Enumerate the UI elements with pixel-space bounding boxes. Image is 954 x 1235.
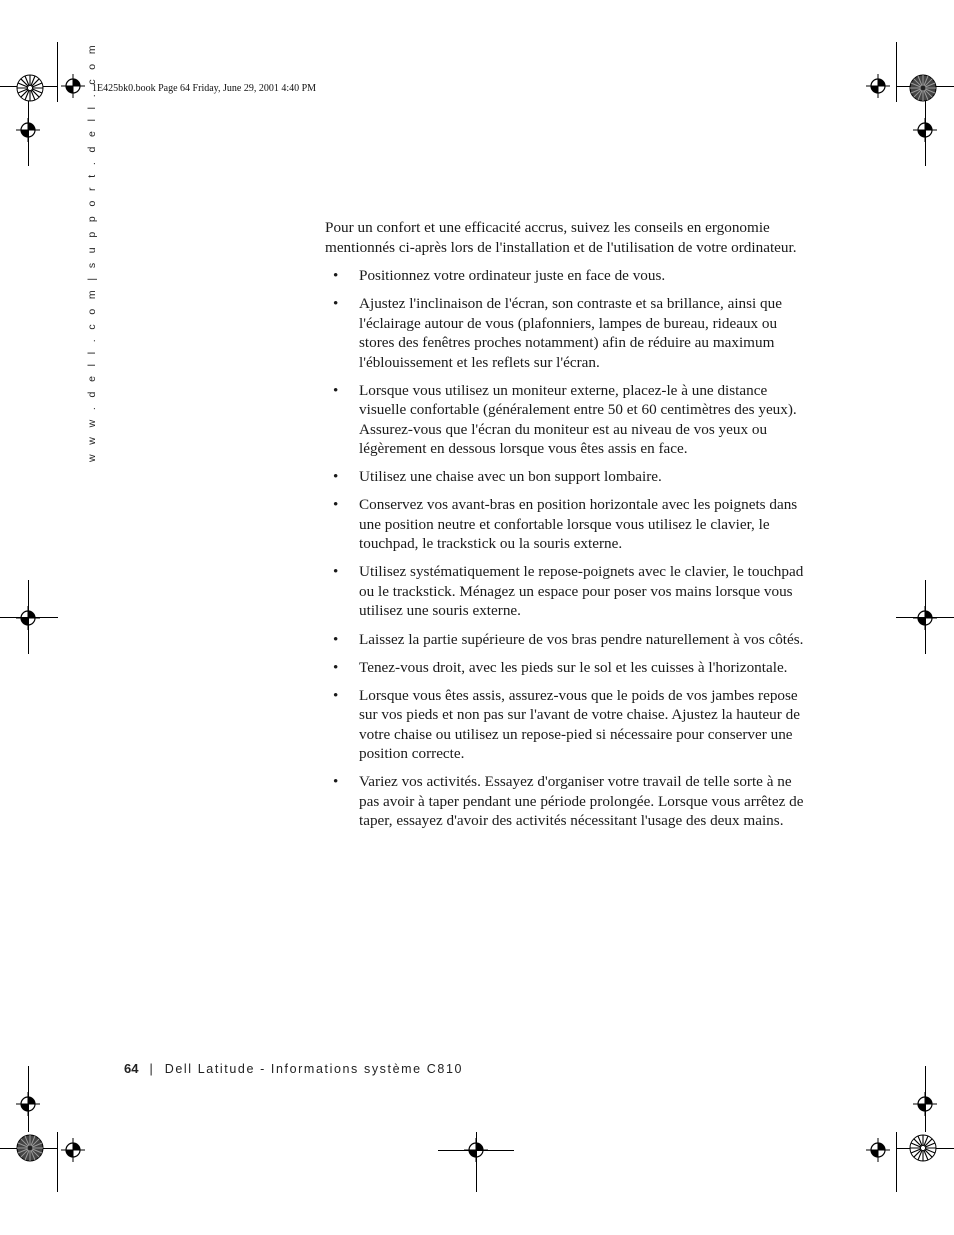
tip-text: Utilisez une chaise avec un bon support lombaire.: [359, 468, 662, 486]
color-rosette-icon: [16, 74, 44, 102]
main-content: [325, 218, 815, 839]
color-rosette-icon: [909, 1134, 937, 1162]
bullet-icon: •: [333, 630, 339, 648]
bullet-icon: •: [333, 658, 339, 676]
list-item: [325, 772, 815, 831]
registration-mark-icon: [61, 74, 85, 98]
document-title: Dell Latitude - Informations système C810: [164, 1062, 464, 1076]
bullet-icon: •: [333, 773, 339, 791]
sidebar-url-text: w w w . d e l l . c o m | s u p p o r t . d e l l . c o m: [86, 41, 98, 462]
list-item: [325, 294, 815, 372]
list-item: [325, 381, 815, 459]
list-item: [325, 562, 815, 621]
registration-mark-icon: [913, 606, 937, 630]
color-rosette-icon: [16, 1134, 44, 1162]
tip-text: Variez vos activités. Essayez d'organiser votre travail de telle sorte à ne pas avoir à taper pendant une période prolongée. Lorsque vous arrêtez de taper, essayez d'avoir des activités nécessitant l'usage des deux mains.: [359, 773, 804, 830]
crop-line-top-right: [896, 42, 897, 102]
bullet-icon: •: [333, 563, 339, 581]
page-number: 64: [124, 1061, 139, 1076]
crop-line-bottom-left: [57, 1132, 58, 1192]
color-rosette-icon: [909, 74, 937, 102]
bullet-icon: •: [333, 267, 339, 284]
registration-mark-icon: [16, 1092, 40, 1116]
list-item: [325, 630, 815, 650]
ergonomic-tips-list: [325, 266, 815, 831]
bullet-icon: •: [333, 295, 339, 313]
bullet-icon: •: [333, 381, 339, 399]
bullet-icon: •: [333, 496, 339, 514]
registration-mark-icon: [16, 118, 40, 142]
tip-text: Tenez-vous droit, avec les pieds sur le sol et les cuisses à l'horizontale.: [359, 658, 788, 676]
tip-text: Lorsque vous êtes assis, assurez-vous que le poids de vos jambes repose sur vos pieds et non pas sur l'avant de votre chaise. Ajustez la hauteur de votre chaise ou utilisez un repose-pied si nécessaire pour conserver une position correcte.: [359, 686, 800, 763]
tip-text: Ajustez l'inclinaison de l'écran, son contraste et sa brillance, ainsi que l'éclairage autour de vous (plafonniers, lampes de bureau, rideaux ou stores des fenêtres proches notamment) afin de réduire au maximum l'éblouissement et les reflets sur l'écran.: [359, 295, 782, 371]
registration-mark-icon: [61, 1138, 85, 1162]
list-item: [325, 658, 815, 678]
registration-mark-icon: [866, 1138, 890, 1162]
intro-paragraph: Pour un confort et une efficacité accrus, suivez les conseils en ergonomie mentionnés ci-après lors de l'installation et de l'utilisation de votre ordinateur.: [325, 219, 797, 256]
registration-mark-icon: [913, 1092, 937, 1116]
footer-separator: |: [149, 1062, 153, 1076]
registration-mark-icon: [16, 606, 40, 630]
page-footer: [124, 1061, 463, 1076]
list-item: [325, 495, 815, 554]
list-item: [325, 467, 815, 487]
registration-mark-icon: [913, 118, 937, 142]
tip-text: Conservez vos avant-bras en position horizontale avec les poignets dans une position neutre et confortable lorsque vous utilisez le clavier, le touchpad, le trackstick ou la souris externe.: [359, 496, 798, 553]
print-slug: 1E425bk0.book Page 64 Friday, June 29, 2001 4:40 PM: [92, 83, 317, 94]
tip-text: Positionnez votre ordinateur juste en face de vous.: [359, 267, 666, 284]
crop-line-bottom-right: [896, 1132, 897, 1192]
bullet-icon: •: [333, 686, 339, 704]
registration-mark-icon: [866, 74, 890, 98]
list-item: [325, 266, 815, 286]
tip-text: Lorsque vous utilisez un moniteur externe, placez-le à une distance visuelle confortable (généralement entre 50 et 60 centimètres des yeux). Assurez-vous que l'écran du moniteur est au niveau de vos yeux ou légèrement en dessous lorsque vous êtes assis en face.: [359, 381, 797, 458]
list-item: [325, 686, 815, 764]
tip-text: Laissez la partie supérieure de vos bras pendre naturellement à vos côtés.: [359, 630, 804, 648]
bullet-icon: •: [333, 468, 339, 486]
tip-text: Utilisez systématiquement le repose-poignets avec le clavier, le touchpad ou le trackstick. Ménagez un espace pour poser vos mains lorsque vous utilisez une souris externe.: [359, 563, 804, 620]
crop-line-top-left: [57, 42, 58, 102]
registration-mark-icon: [464, 1138, 488, 1162]
